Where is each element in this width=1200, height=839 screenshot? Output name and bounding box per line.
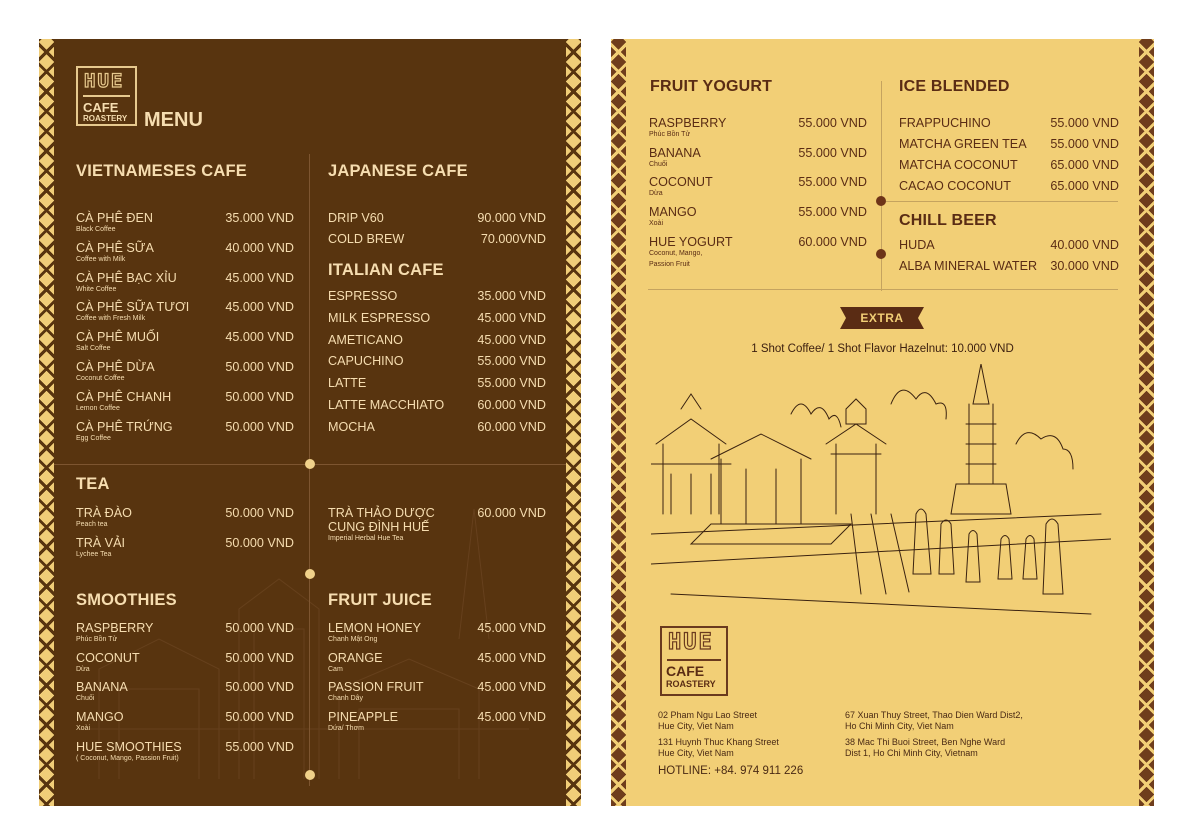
menu-item-name: COCONUT [649, 175, 713, 190]
menu-item-price: 40.000 VND [1050, 238, 1119, 252]
section-divider [54, 464, 305, 465]
address-line: Hue City, Viet Nam [658, 721, 734, 731]
menu-item-name: MANGO [76, 710, 124, 725]
menu-item-price: 50.000 VND [225, 680, 294, 695]
divider-dot [876, 249, 886, 259]
menu-item-price: 90.000 VND [477, 211, 546, 225]
divider-dot [305, 569, 315, 579]
menu-item-price: 70.000VND [480, 232, 546, 246]
menu-item-subtitle: Salt Coffee [76, 345, 111, 353]
divider-dot [305, 459, 315, 469]
address-line: 131 Huynh Thuc Khang Street [658, 737, 779, 747]
menu-item-price: 50.000 VND [225, 360, 294, 374]
menu-item-price: 55.000 VND [798, 145, 867, 160]
menu-item-price: 60.000 VND [477, 419, 546, 434]
menu-item-price: 50.000 VND [225, 650, 294, 665]
menu-item-name: MANGO [649, 205, 697, 220]
menu-item-subtitle: Xoài [649, 220, 664, 228]
menu-item-name: CACAO COCONUT [899, 179, 1011, 193]
menu-item-price: 60.000 VND [477, 506, 546, 520]
divider-dot [876, 196, 886, 206]
center-divider [881, 81, 882, 291]
menu-item-price: 35.000 VND [225, 211, 294, 225]
menu-item-price: 50.000 VND [225, 506, 294, 520]
logo-divider [667, 659, 721, 661]
menu-item-price: 55.000 VND [798, 116, 867, 130]
menu-item-name: COCONUT [76, 650, 140, 665]
menu-item-price: 50.000 VND [225, 536, 294, 550]
menu-item-price: 55.000 VND [1050, 137, 1119, 151]
menu-item-price: 55.000 VND [1050, 116, 1119, 130]
decorative-border-right [566, 39, 581, 806]
menu-item-subtitle: Chanh Mật Ong [328, 636, 378, 643]
menu-item-subtitle: Cam [328, 665, 343, 673]
decorative-border-left [39, 39, 54, 806]
menu-item-name: BANANA [649, 145, 701, 160]
address-line: 38 Mac Thi Buoi Street, Ben Nghe Ward [845, 737, 1006, 747]
menu-item-subtitle: Chuối [76, 695, 95, 703]
section-title-chill-beer: CHILL BEER [899, 212, 997, 229]
menu-item-price: 30.000 VND [1050, 259, 1119, 273]
menu-item-name: TRÀ VẢI [76, 536, 125, 550]
decorative-border-left [611, 39, 626, 806]
menu-item-price: 50.000 VND [225, 389, 294, 404]
logo-divider [83, 95, 130, 97]
address-line: Ho Chi Minh City, Viet Nam [845, 721, 954, 731]
address-line: 67 Xuan Thuy Street, Thao Dien Ward Dist2, [845, 710, 1023, 720]
menu-item-name: CÀ PHÊ TRỨNG [76, 419, 173, 434]
section-title-ice-blended: ICE BLENDED [899, 78, 1010, 95]
menu-item-subtitle: Coffee with Fresh Milk [76, 315, 146, 323]
menu-item-name: ESPRESSO [328, 289, 398, 303]
menu-item-price: 45.000 VND [477, 650, 546, 665]
menu-item-price: 40.000 VND [225, 240, 294, 255]
menu-item-price: 35.000 VND [477, 289, 546, 303]
menu-item-price: 45.000 VND [477, 310, 546, 325]
menu-item-name: RASPBERRY [76, 621, 154, 635]
menu-item-subtitle: Black Coffee [76, 226, 116, 233]
cafe-logo [76, 66, 137, 126]
menu-item-price: 55.000 VND [477, 376, 546, 391]
menu-item-subtitle: Peach tea [76, 521, 108, 528]
menu-item-name: MATCHA COCONUT [899, 158, 1018, 172]
menu-item-subtitle: Dừa [649, 190, 663, 198]
menu-right-page [611, 39, 1154, 806]
menu-item-subtitle: White Coffee [76, 285, 117, 293]
menu-item-name: TRÀ ĐÀO [76, 506, 132, 520]
menu-item-subtitle: Chanh Dây [328, 695, 364, 703]
menu-item-name: FRAPPUCHINO [899, 116, 991, 130]
menu-item-name: AMETICANO [328, 332, 403, 347]
menu-item-name: ALBA MINERAL WATER [899, 259, 1038, 273]
menu-item-subtitle: Imperial Herbal Hue Tea [328, 535, 404, 542]
extra-badge-ribbon-icon [840, 307, 924, 329]
menu-item-price: 55.000 VND [225, 739, 294, 754]
menu-item-name: MOCHA [328, 419, 375, 434]
address-line: Dist 1, Ho Chi Minh City, Vietnam [845, 748, 978, 758]
menu-item-price: 45.000 VND [225, 300, 294, 315]
menu-item-price: 65.000 VND [1050, 179, 1119, 193]
logo-roastery-text: ROASTERY [83, 114, 128, 123]
decorative-border-right [1139, 39, 1154, 806]
menu-item-subtitle: Phúc Bồn Tử [76, 636, 118, 643]
menu-item-name: CÀ PHÊ BẠC XỈU [76, 270, 177, 285]
logo-hue-text: HUE [84, 70, 125, 92]
menu-item-name: MILK ESPRESSO [328, 310, 431, 325]
menu-item-name: HUDA [899, 238, 935, 252]
menu-item-name: CÀ PHÊ DỪA [76, 360, 155, 374]
divider-dot [305, 770, 315, 780]
menu-item-price: 50.000 VND [225, 710, 294, 725]
center-divider [309, 154, 310, 786]
hotline: HOTLINE: +84. 974 911 226 [658, 765, 804, 777]
menu-item-subtitle: Egg Coffee [76, 434, 111, 442]
logo-roastery-text: ROASTERY [666, 679, 716, 689]
menu-item-name: CÀ PHÊ SỮA TƯƠI [76, 300, 190, 315]
menu-item-price: 55.000 VND [798, 175, 867, 190]
menu-item-name: CUNG ĐÌNH HUẾ [328, 520, 430, 534]
menu-item-price: 45.000 VND [477, 621, 546, 635]
menu-item-price: 50.000 VND [225, 419, 294, 434]
menu-title: MENU [144, 109, 203, 131]
menu-item-name: RASPBERRY [649, 116, 727, 130]
menu-item-price: 55.000 VND [798, 205, 867, 220]
section-title-smoothies: SMOOTHIES [76, 591, 177, 609]
menu-item-name: CÀ PHÊ ĐEN [76, 211, 153, 225]
menu-item-subtitle: Dứa/ Thơm [328, 725, 364, 733]
section-title-japanese: JAPANESE CAFE [328, 162, 468, 180]
menu-item-subtitle: Chuối [649, 160, 668, 168]
address-line: 02 Pham Ngu Lao Street [658, 710, 758, 720]
section-divider [315, 464, 566, 465]
menu-item-name: LEMON HONEY [328, 621, 422, 635]
menu-item-price: 65.000 VND [1050, 158, 1119, 172]
menu-item-subtitle: Lemon Coffee [76, 404, 120, 412]
menu-left-page [39, 39, 581, 806]
menu-item-price: 55.000 VND [477, 354, 546, 369]
menu-item-price: 50.000 VND [225, 621, 294, 635]
logo-hue-text: HUE [668, 630, 714, 655]
menu-item-subtitle: Xoài [76, 725, 91, 733]
menu-item-subtitle: Passion Fruit [649, 261, 690, 268]
menu-item-name: COLD BREW [328, 232, 405, 246]
menu-item-subtitle: Coconut Coffee [76, 375, 125, 382]
section-title-italian: ITALIAN CAFE [328, 261, 444, 279]
section-divider [648, 289, 1118, 290]
menu-item-subtitle: ( Coconut, Mango, Passion Fruit) [76, 754, 179, 762]
menu-item-name: TRÀ THẢO DƯỢC [328, 506, 435, 520]
imperial-citadel-sketch [651, 364, 1111, 624]
menu-item-name: CAPUCHINO [328, 354, 404, 369]
extra-badge: EXTRA [850, 307, 914, 329]
menu-item-name: ORANGE [328, 650, 383, 665]
menu-item-name: MATCHA GREEN TEA [899, 137, 1027, 151]
menu-item-price: 45.000 VND [477, 680, 546, 695]
section-divider [886, 201, 1118, 202]
menu-item-subtitle: Dừa [76, 665, 90, 673]
menu-item-subtitle: Phúc Bồn Tử [649, 131, 691, 138]
menu-item-subtitle: Lychee Tea [76, 551, 112, 558]
menu-item-subtitle: Coffee with Milk [76, 255, 126, 263]
menu-item-name: DRIP V60 [328, 211, 384, 225]
section-title-tea: TEA [76, 475, 110, 493]
menu-item-name: PASSION FRUIT [328, 680, 424, 695]
menu-item-price: 45.000 VND [225, 270, 294, 285]
logo-cafe-text: CAFE [666, 663, 705, 679]
menu-item-price: 45.000 VND [477, 710, 546, 725]
menu-item-price: 45.000 VND [477, 332, 546, 347]
menu-item-name: LATTE [328, 376, 367, 391]
extra-description: 1 Shot Coffee/ 1 Shot Flavor Hazelnut: 10.000 VND [751, 343, 1014, 355]
menu-item-subtitle: Coconut, Mango, [649, 249, 703, 257]
menu-item-price: 60.000 VND [477, 398, 546, 412]
menu-item-name: CÀ PHÊ MUỐI [76, 330, 160, 345]
menu-item-name: PINEAPPLE [328, 710, 398, 725]
address-line: Hue City, Viet Nam [658, 748, 734, 758]
menu-item-name: CÀ PHÊ SỮA [76, 240, 154, 255]
section-title-fruit-juice: FRUIT JUICE [328, 591, 432, 609]
menu-item-name: CÀ PHÊ CHANH [76, 389, 172, 404]
section-title-vietnamese: VIETNAMESES CAFE [76, 162, 247, 180]
logo-cafe-text: CAFE [83, 100, 119, 115]
menu-item-name: LATTE MACCHIATO [328, 398, 445, 412]
menu-item-price: 45.000 VND [225, 330, 294, 345]
menu-item-name: HUE YOGURT [649, 234, 733, 249]
section-title-fruit-yogurt: FRUIT YOGURT [650, 78, 773, 95]
menu-item-name: HUE SMOOTHIES [76, 739, 182, 754]
menu-item-name: BANANA [76, 680, 128, 695]
menu-item-price: 60.000 VND [798, 234, 867, 249]
cafe-logo [660, 626, 728, 696]
